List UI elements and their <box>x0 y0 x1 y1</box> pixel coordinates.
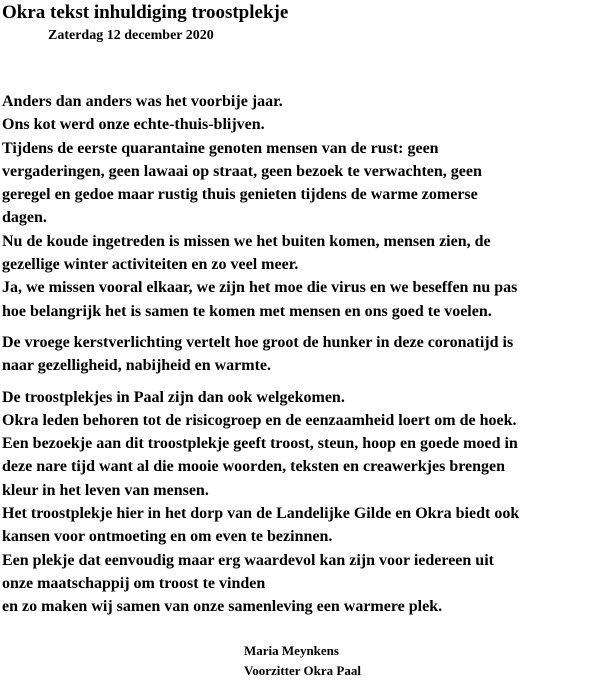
text-line: kansen voor ontmoeting en om even te bezinnen. <box>2 528 333 546</box>
text-line: Een plekje dat eenvoudig maar erg waardevol kan zijn voor iedereen uit <box>2 551 494 569</box>
text-line: geregel en gedoe maar rustig thuis genieten tijdens de warme zomerse <box>2 186 478 204</box>
signature-block <box>244 641 361 681</box>
text-line: Okra leden behoren tot de risicogroep en de eenzaamheid loert om de hoek. <box>2 411 517 429</box>
text-line: De troostplekjes in Paal zijn dan ook welgekomen. <box>2 388 345 406</box>
text-line: deze nare tijd want al die mooie woorden, teksten en creawerkjes brengen <box>2 458 506 476</box>
text-line: Nu de koude ingetreden is missen we het buiten komen, mensen zien, de <box>2 232 491 250</box>
text-line: Het troostplekje hier in het dorp van de Landelijke Gilde en Okra biedt ook <box>2 505 520 523</box>
text-line: gezellige winter activiteiten en zo veel meer. <box>2 256 299 274</box>
document-title: Okra tekst inhuldiging troostplekje <box>2 2 289 23</box>
text-line: Tijdens de eerste quarantaine genoten mensen van de rust: geen <box>2 139 439 157</box>
signature-role: Voorzitter Okra Paal <box>244 663 361 678</box>
text-line: De vroege kerstverlichting vertelt hoe groot de hunker in deze coronatijd is <box>2 333 514 351</box>
text-line: hoe belangrijk het is samen te komen met mensen en ons goed te voelen. <box>2 302 492 320</box>
text-line: Anders dan anders was het voorbije jaar. <box>2 93 283 110</box>
text-line: en zo maken wij samen van onze samenleving een warmere plek. <box>2 598 443 616</box>
text-line: vergaderingen, geen lawaai op straat, geen bezoek te verwachten, geen <box>2 162 482 180</box>
text-line: dagen. <box>2 209 47 227</box>
text-line: Ons kot werd onze echte-thuis-blijven. <box>2 116 265 134</box>
paragraph-2 <box>2 331 614 378</box>
signature-name: Maria Meynkens <box>244 643 339 658</box>
paragraph-1 <box>2 90 614 323</box>
text-line: kleur in het leven van mensen. <box>2 481 209 499</box>
document-body <box>2 90 614 627</box>
text-line: naar gezelligheid, nabijheid en warmte. <box>2 357 272 375</box>
paragraph-3 <box>2 386 614 619</box>
text-line: onze maatschappij om troost te vinden <box>2 574 266 592</box>
text-line: Een bezoekje aan dit troostplekje geeft troost, steun, hoop en goede moed in <box>2 435 518 453</box>
text-line: Ja, we missen vooral elkaar, we zijn het moe die virus en we beseffen nu pas <box>2 279 518 297</box>
document-date: Zaterdag 12 december 2020 <box>48 28 214 43</box>
